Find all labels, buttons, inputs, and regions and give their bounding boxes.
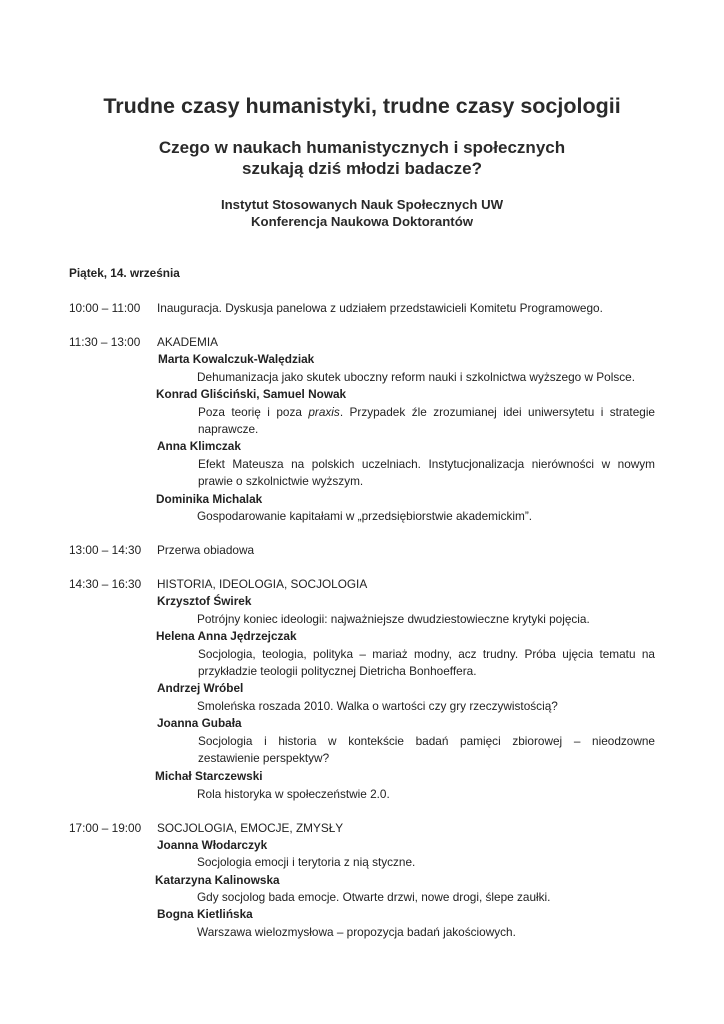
subtitle-line-1: Czego w naukach humanistycznych i społecznych: [158, 138, 566, 157]
talk-title-line: prawie o szkolnictwie wyższym.: [198, 474, 364, 489]
talk-title: Gdy socjolog bada emocje. Otwarte drzwi, nowe drogi, ślepe zaułki.: [197, 890, 551, 904]
talk-title: Rola historyka w społeczeństwie 2.0.: [197, 787, 390, 801]
document-subtitle: [0, 137, 724, 179]
talk-title-line: naprawcze.: [198, 422, 259, 437]
talk-title-line: zestawienie perspektyw?: [198, 751, 330, 766]
talk-title: [198, 733, 655, 768]
subtitle-line-2: szukają dziś młodzi badacze?: [242, 159, 482, 178]
talk-author: Krzysztof Świrek: [157, 594, 252, 608]
talk-title: [198, 404, 655, 439]
institution-name: Instytut Stosowanych Nauk Społecznych UW: [220, 197, 504, 212]
session-title: HISTORIA, IDEOLOGIA, SOCJOLOGIA: [157, 577, 368, 591]
talk-author: Konrad Gliściński, Samuel Nowak: [156, 387, 347, 401]
slot-description: Inauguracja. Dyskusja panelowa z udziałem przedstawicieli Komitetu Programowego.: [157, 301, 603, 315]
talk-author: Andrzej Wróbel: [157, 681, 244, 695]
slot-time: 17:00 – 19:00: [69, 821, 142, 835]
talk-title: Potrójny koniec ideologii: najważniejsze dwudziestowieczne krytyki pojęcia.: [197, 612, 590, 626]
slot-description: Przerwa obiadowa: [157, 543, 255, 557]
talk-title-fragment: . Przypadek źle zrozumianej idei uniwersytetu i strategie: [339, 405, 655, 419]
day-heading: Piątek, 14. września: [69, 266, 180, 280]
talk-title: [198, 456, 655, 491]
talk-author: Michał Starczewski: [155, 769, 263, 783]
slot-time: 13:00 – 14:30: [69, 543, 142, 557]
talk-title: Dehumanizacja jako skutek uboczny reform nauki i szkolnictwa wyższego w Polsce.: [197, 370, 635, 384]
talk-title-emphasis: praxis: [308, 405, 340, 419]
talk-author: Anna Klimczak: [157, 439, 241, 453]
talk-title-line: [198, 404, 655, 421]
slot-time: 11:30 – 13:00: [69, 335, 141, 349]
document-title: Trudne czasy humanistyki, trudne czasy socjologii: [103, 94, 621, 118]
slot-time: 10:00 – 11:00: [69, 301, 141, 315]
talk-author: Katarzyna Kalinowska: [155, 873, 280, 887]
slot-time: 14:30 – 16:30: [69, 577, 142, 591]
talk-author: Bogna Kietlińska: [157, 907, 253, 921]
talk-author: Joanna Włodarczyk: [157, 838, 268, 852]
talk-author: Marta Kowalczuk-Walędziak: [158, 352, 315, 366]
session-title: SOCJOLOGIA, EMOCJE, ZMYSŁY: [157, 821, 344, 835]
talk-title-fragment: Poza teorię i poza: [198, 405, 309, 419]
talk-title-line: Socjologia i historia w kontekście badań pamięci zbiorowej – nieodzowne: [198, 734, 655, 748]
talk-title-line: Socjologia, teologia, polityka – mariaż modny, acz trudny. Próba ujęcia tematu na: [198, 647, 655, 661]
talk-title: Socjologia emocji i terytoria z nią styczne.: [197, 855, 416, 869]
talk-title: Warszawa wielozmysłowa – propozycja badań jakościowych.: [197, 925, 516, 939]
talk-author: Dominika Michalak: [156, 492, 263, 506]
talk-title: [198, 646, 655, 681]
talk-title: Gospodarowanie kapitałami w „przedsiębiorstwie akademickim”.: [197, 509, 533, 523]
talk-author: Joanna Gubała: [157, 716, 242, 730]
conference-name: Konferencja Naukowa Doktorantów: [250, 214, 474, 229]
talk-title-line: Efekt Mateusza na polskich uczelniach. Instytucjonalizacja nierówności w nowym: [198, 457, 655, 471]
talk-title-line: przykładzie teologii politycznej Dietricha Bonhoeffera.: [198, 664, 477, 679]
institution-block: [0, 196, 724, 230]
talk-title: Smoleńska roszada 2010. Walka o wartości czy gry rzeczywistością?: [197, 699, 558, 713]
talk-author: Helena Anna Jędrzejczak: [156, 629, 297, 643]
session-title: AKADEMIA: [157, 335, 218, 349]
